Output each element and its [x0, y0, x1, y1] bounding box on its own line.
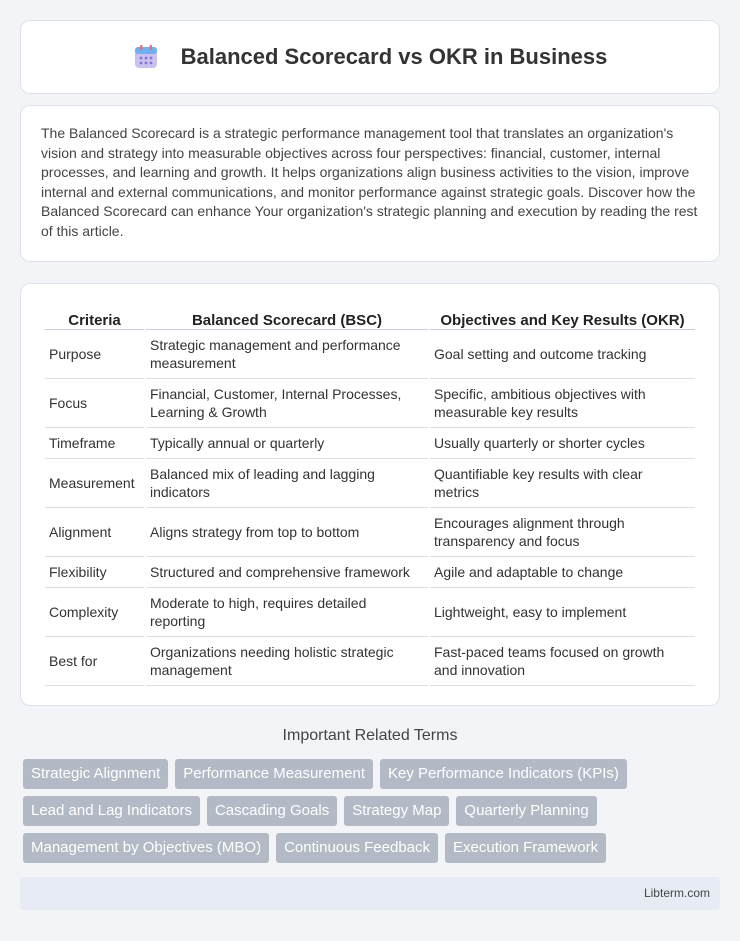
header-okr: Objectives and Key Results (OKR) [430, 304, 695, 330]
cell-okr: Goal setting and outcome tracking [430, 330, 695, 379]
cell-criteria: Focus [45, 379, 144, 428]
table-row [45, 428, 695, 459]
cell-okr: Specific, ambitious objectives with measurable key results [430, 379, 695, 428]
tag-lead-lag-indicators[interactable]: Lead and Lag Indicators [23, 796, 200, 826]
cell-criteria: Flexibility [45, 557, 144, 588]
cell-criteria: Timeframe [45, 428, 144, 459]
cell-okr: Fast-paced teams focused on growth and innovation [430, 637, 695, 686]
tag-execution-framework[interactable]: Execution Framework [445, 833, 606, 863]
tag-kpis[interactable]: Key Performance Indicators (KPIs) [380, 759, 627, 789]
cell-criteria: Measurement [45, 459, 144, 508]
header-criteria: Criteria [45, 304, 144, 330]
cell-criteria: Best for [45, 637, 144, 686]
comparison-table [43, 304, 697, 686]
table-row [45, 508, 695, 557]
cell-bsc: Structured and comprehensive framework [146, 557, 428, 588]
table-row [45, 588, 695, 637]
intro-paragraph: The Balanced Scorecard is a strategic performance management tool that translates an organization's vision and strategy into measurable objectives across four perspectives: financial, customer, internal processes, and learning and growth. It helps organizations align business activities to the vision, improve internal and external communications, and monitor performance against strategic goals. Discover how the Balanced Scorecard can enhance Your organization's strategic planning and execution by reading the rest of this article. [41, 125, 698, 239]
table-row [45, 459, 695, 508]
cell-bsc: Balanced mix of leading and lagging indicators [146, 459, 428, 508]
page-title: Balanced Scorecard vs OKR in Business [180, 44, 608, 69]
table-row [45, 637, 695, 686]
header-card [20, 20, 720, 94]
table-row [45, 557, 695, 588]
cell-bsc: Typically annual or quarterly [146, 428, 428, 459]
tag-strategy-map[interactable]: Strategy Map [344, 796, 449, 826]
cell-bsc: Aligns strategy from top to bottom [146, 508, 428, 557]
table-header-row [45, 304, 695, 330]
tag-quarterly-planning[interactable]: Quarterly Planning [456, 796, 596, 826]
cell-okr: Lightweight, easy to implement [430, 588, 695, 637]
calendar-icon [133, 44, 159, 70]
cell-okr: Quantifiable key results with clear metrics [430, 459, 695, 508]
table-row [45, 379, 695, 428]
footer-site-link[interactable]: Libterm.com [643, 886, 710, 900]
cell-bsc: Strategic management and performance measurement [146, 330, 428, 379]
intro-card [20, 105, 720, 262]
tag-continuous-feedback[interactable]: Continuous Feedback [276, 833, 438, 863]
cell-bsc: Organizations needing holistic strategic management [146, 637, 428, 686]
related-terms-tags [23, 759, 723, 870]
cell-okr: Agile and adaptable to change [430, 557, 695, 588]
tag-strategic-alignment[interactable]: Strategic Alignment [23, 759, 168, 789]
tag-performance-measurement[interactable]: Performance Measurement [175, 759, 373, 789]
tag-mbo[interactable]: Management by Objectives (MBO) [23, 833, 269, 863]
header-bsc: Balanced Scorecard (BSC) [146, 304, 428, 330]
related-terms-title: Important Related Terms [282, 727, 458, 744]
cell-bsc: Moderate to high, requires detailed reporting [146, 588, 428, 637]
cell-okr: Encourages alignment through transparency and focus [430, 508, 695, 557]
footer [20, 877, 720, 910]
cell-criteria: Complexity [45, 588, 144, 637]
cell-criteria: Purpose [45, 330, 144, 379]
comparison-table-card [20, 283, 720, 706]
tag-cascading-goals[interactable]: Cascading Goals [207, 796, 337, 826]
cell-bsc: Financial, Customer, Internal Processes, Learning & Growth [146, 379, 428, 428]
cell-okr: Usually quarterly or shorter cycles [430, 428, 695, 459]
table-row [45, 330, 695, 379]
cell-criteria: Alignment [45, 508, 144, 557]
